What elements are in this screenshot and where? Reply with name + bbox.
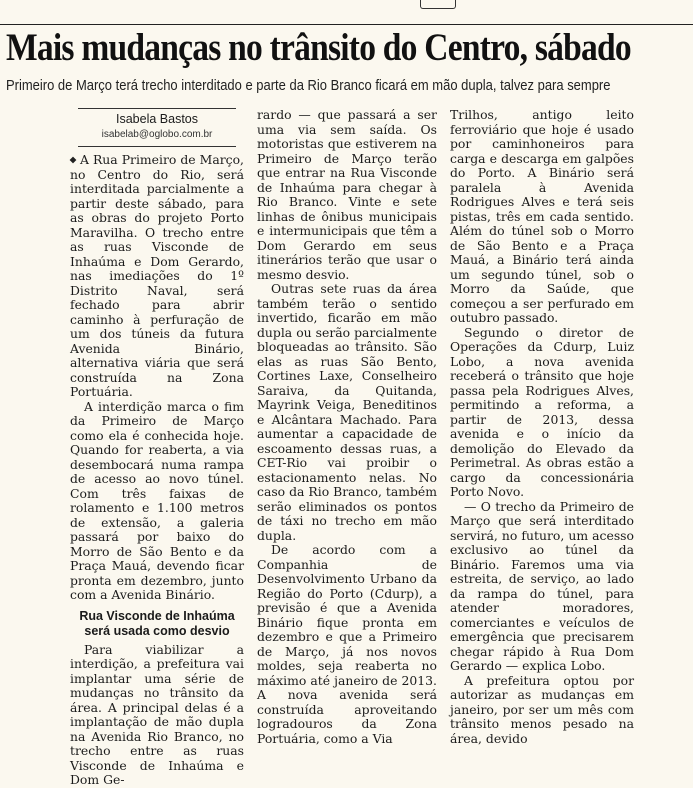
paragraph: A prefeitura optou por autorizar as mudanças em janeiro, por ser um mês com trânsito menos pesado na área, devido — [450, 672, 634, 746]
paragraph-text: A Rua Primeiro de Março, no Centro do Rio, será interditada parcialmente a partir deste sábado, para as obras do projeto Porto Maravilha. O trecho entre as ruas Visconde de Inhaúma e Dom Gerardo, nas imediações do 1º Distrito Naval, será fechado para abrir caminho à perfuração de um dos túneis da futura Avenida Binário, alternativa viária que será construída na Zona Portuária. — [70, 152, 244, 399]
article-column-1 — [70, 108, 244, 787]
paragraph: Para viabilizar a interdição, a prefeitura vai implantar uma série de mudanças no trânsito da área. A principal delas é a implantação de mão dupla na Avenida Rio Branco, no trecho entre as ruas Visconde de Inhaúma e Dom Ge- — [70, 641, 244, 787]
intertitle-line-1: Rua Visconde de Inhaúma — [79, 608, 235, 623]
article-column-3 — [450, 107, 634, 746]
byline-top-rule — [78, 108, 236, 109]
subheadline: Primeiro de Março terá trecho interditado e parte da Rio Branco ficará em mão dupla, talvez para sempre — [6, 78, 611, 94]
article-column-2 — [257, 107, 437, 746]
paragraph: rardo — que passará a ser uma via sem saída. Os motoristas que estiverem na Primeiro de Março terão que entrar na Rua Visconde de Inhaúma para chegar à Rio Branco. Vinte e sete linhas de ônibus municipais e intermunicipais que têm a Dom Gerardo em seus itinerários terão que usar o mesmo desvio. — [257, 107, 437, 282]
intertitle-line-2: será usada como desvio — [84, 623, 230, 638]
paragraph: — O trecho da Primeiro de Março que será interditado servirá, no futuro, um acesso exclusivo ao túnel da Binário. Faremos uma via estreita, de serviço, ao lado da rampa do túnel, para atender moradores, comerciantes e veículos de emergência que precisarem chegar rápido à Rua Dom Gerardo — explica Lobo. — [450, 498, 634, 673]
paragraph: Trilhos, antigo leito ferroviário que hoje é usado por caminhoneiros para carga e descarga em galpões do Porto. A Binário será paralela à Avenida Rodrigues Alves e terá seis pistas, três em cada sentido. Além do túnel sob o Morro de São Bento e a Praça Mauá, a Binário terá ainda um segundo túnel, sob o Morro da Saúde, que começou a ser perfurado em outubro passado. — [450, 107, 634, 325]
cropped-box-mark — [420, 0, 456, 9]
intertitle — [70, 609, 244, 639]
bullet-icon — [70, 157, 77, 164]
headline: Mais mudanças no trânsito do Centro, sábado — [6, 26, 631, 69]
author-name: Isabela Bastos — [116, 112, 198, 126]
byline-bottom-rule — [78, 146, 236, 147]
paragraph — [70, 153, 244, 400]
author-email: isabelab@oglobo.com.br — [101, 128, 213, 140]
page-top-edge — [0, 0, 693, 25]
paragraph: Segundo o diretor de Operações da Cdurp, Luiz Lobo, a nova avenida receberá o trânsito que hoje passa pela Rodrigues Alves, permitindo a reforma, a partir de 2013, dessa avenida e o início da demolição do Elevado da Perimetral. As obras estão a cargo da concessionária Porto Novo. — [450, 324, 634, 499]
byline — [70, 108, 244, 147]
paragraph: A interdição marca o fim da Primeiro de Março como ela é conhecida hoje. Quando for reaberta, a via desembocará numa rampa de acesso ao novo túnel. Com três faixas de rolamento e 1.100 metros de extensão, a galeria passará por baixo do Morro de São Bento e da Praça Mauá, devendo ficar pronta em dezembro, junto com a Avenida Binário. — [70, 398, 244, 602]
paragraph: Outras sete ruas da área também terão o sentido invertido, ficarão em mão dupla ou serão parcialmente bloqueadas ao trânsito. São elas as ruas São Bento, Cortines Laxe, Conselheiro Saraiva, da Quitanda, Mayrink Veiga, Beneditinos e Alcântara Machado. Para aumentar a capacidade de escoamento dessas ruas, a CET-Rio vai proibir o estacionamento nelas. No caso da Rio Branco, também serão eliminados os pontos de táxi no trecho em mão dupla. — [257, 281, 437, 543]
paragraph: De acordo com a Companhia de Desenvolvimento Urbano da Região do Porto (Cdurp), a previsão é que a Avenida Binário fique pronta em dezembro e que a Primeiro de Março, já nos novos moldes, seja reaberta no máximo até janeiro de 2013. A nova avenida será construída aproveitando logradouros da Zona Portuária, como a Via — [257, 542, 437, 746]
